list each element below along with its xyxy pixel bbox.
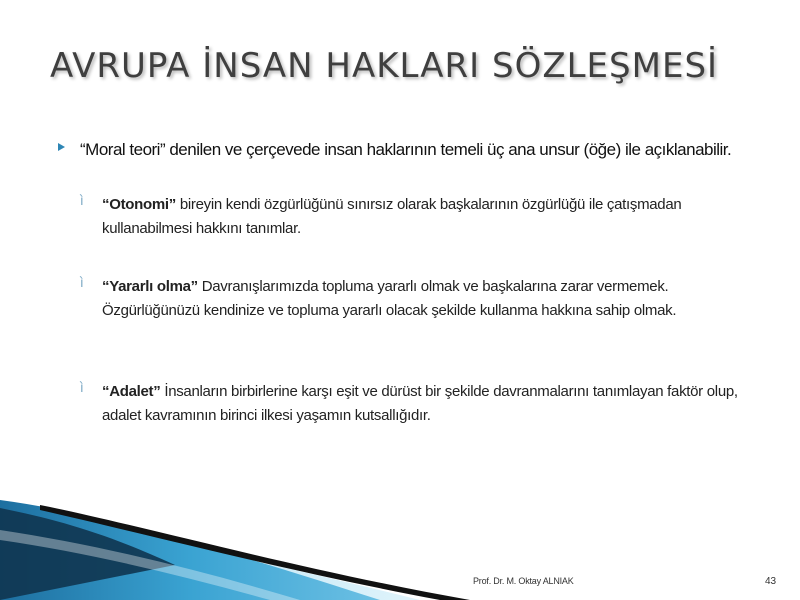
slide-title: AVRUPA İNSAN HAKLARI SÖZLEŞMESİ — [50, 46, 719, 86]
sub-bullet-icon: ì — [80, 276, 84, 291]
main-bullet — [58, 137, 738, 162]
main-bullet-text: “Moral teori” denilen ve çerçevede insan haklarının temeli üç ana unsur (öğe) ile açıklanabilir. — [80, 140, 732, 159]
term-otonomi: “Otonomi” — [102, 196, 176, 213]
term-adalet: “Adalet” — [102, 383, 161, 400]
sub-bullet-icon: ì — [80, 381, 84, 396]
sub-bullet-otonomi — [80, 193, 760, 241]
text-otonomi: bireyin kendi özgürlüğünü sınırsız olarak başkalarının özgürlüğü ile çatışmadan kullanabilmesi hakkını tanımlar. — [102, 196, 682, 237]
bullet-arrow-icon — [58, 143, 65, 151]
text-yararli-olma: Davranışlarımızda topluma yararlı olmak ve başkalarına zarar vermemek. Özgürlüğünüzü kendinize ve topluma yararlı olacak şekilde kullanma hakkına sahip olmak. — [102, 278, 677, 319]
footer-author: Prof. Dr. M. Oktay ALNIAK — [473, 576, 574, 586]
page-number: 43 — [765, 576, 777, 587]
sub-bullet-yararli-olma — [80, 275, 760, 323]
term-yararli-olma: “Yararlı olma” — [102, 278, 198, 295]
sub-bullet-icon: ì — [80, 194, 84, 209]
sub-bullet-adalet — [80, 380, 760, 428]
text-adalet: İnsanların birbirlerine karşı eşit ve dürüst bir şekilde davranmalarını tanımlayan faktör olup, adalet kavramının birinci ilkesi yaşamın kutsallığıdır. — [102, 383, 738, 424]
